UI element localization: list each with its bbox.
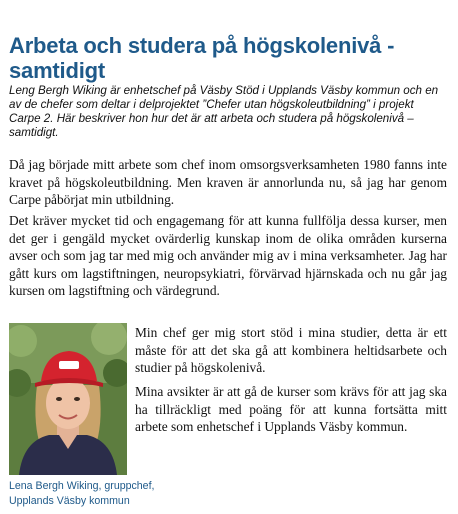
article-title: Arbeta och studera på högskolenivå - samtidigt (9, 33, 395, 83)
article-intro: Leng Bergh Wiking är enhetschef på Väsby Stöd i Upplands Väsby kommun och en av de chefer som deltar i delprojektet ”Chefer utan högskoleutbildning” i projekt Carpe 2. Här beskriver hon hur det är att arbeta och studera på högskolenivå – samtidigt. (9, 84, 439, 139)
body-paragraph-3: Min chef ger mig stort stöd i mina studier, detta är ett måste för att det ska gå att kombinera heltidsarbete och studier på högskolenivå. (135, 325, 447, 376)
body-paragraph-4: Mina avsikter är att gå de kurser som krävs för att jag ska ha tillräckligt med poäng för att kunna fortsätta mitt arbete som enhetschef i Upplands Väsby kommun. (135, 384, 447, 435)
photo-caption-line-1: Lena Bergh Wiking, gruppchef, (9, 480, 155, 492)
body-paragraph-1: Då jag började mitt arbete som chef inom omsorgsverksamheten 1980 fanns inte kravet på högskoleutbildning. Men kraven är annorlunda nu, så jag har genom Carpe påbörjat min utbildning. (9, 157, 447, 208)
portrait-photo (9, 323, 127, 475)
body-paragraph-2: Det kräver mycket tid och engagemang för att kunna fullfölja dessa kurser, men det ger i gengäld mycket ovärderlig kunskap inom de olika områden kurserna avser och som jag tar med mig och använder mig av i mina verksamheter. Jag har gått kurs om lagstiftningen, neuropsykiatri, förvärvad hjärnskada och nu går jag kursen om lagstiftning och värdegrund. (9, 213, 447, 299)
photo-caption-line-2: Upplands Väsby kommun (9, 495, 130, 507)
photo-caption (9, 479, 189, 509)
